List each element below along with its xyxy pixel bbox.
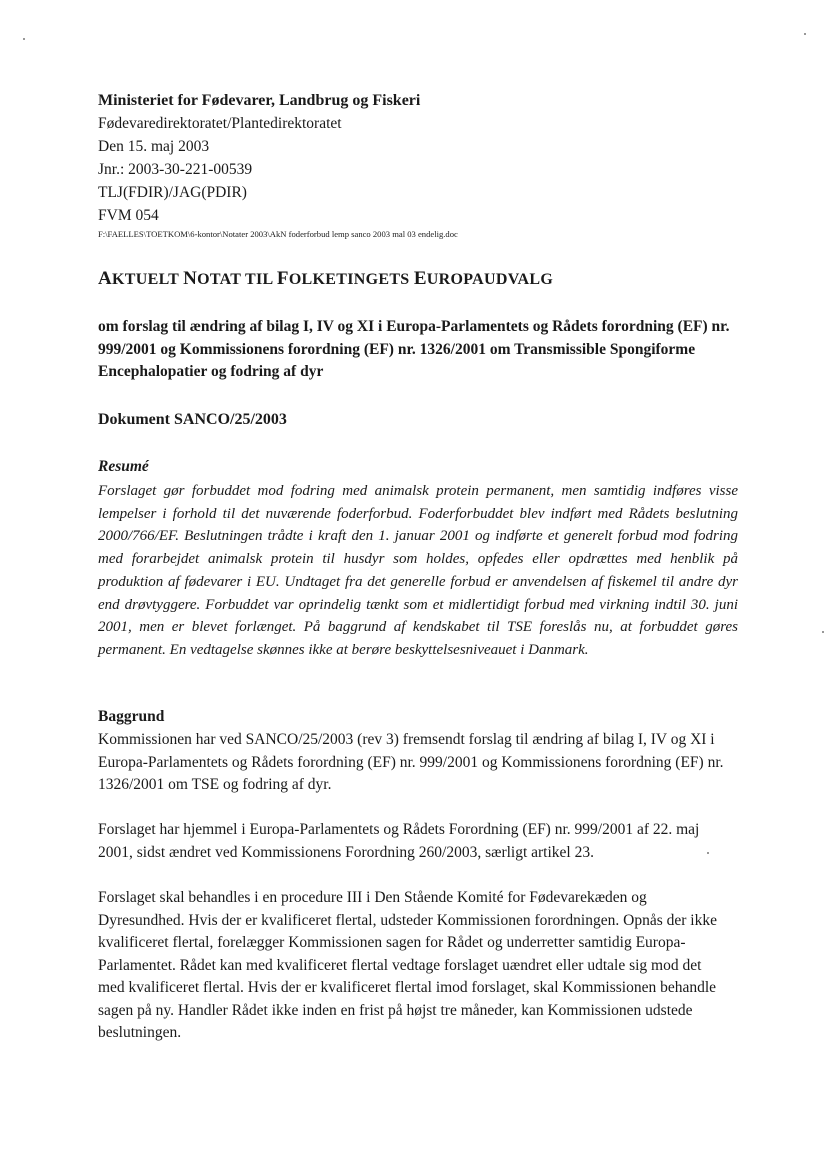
file-path: F:\FAELLES\TOETKOM\6-kontor\Notater 2003\AkN foderforbud lemp sanco 2003 mal 03 endelig.doc	[98, 229, 458, 239]
author-initials: TLJ(FDIR)/JAG(PDIR)	[98, 184, 247, 201]
fvm-number: FVM 054	[98, 207, 159, 224]
directorate-name: Fødevaredirektoratet/Plantedirektoratet	[98, 115, 342, 132]
title-rest-1: KTUELT	[112, 271, 179, 288]
letterhead	[98, 89, 798, 240]
document-title	[98, 268, 798, 290]
title-rest-2: OTAT TIL	[197, 271, 273, 288]
scan-speck	[707, 852, 709, 854]
resume-text: Forslaget gør forbuddet mod fodring med animalsk protein permanent, men samtidig indføres visse lempelser i forhold til det nuværende foderforbud. Foderforbuddet blev indført med Rådets beslutning 2000/766/EF. Beslutningen trådte i kraft den 1. januar 2001 og indførte et generelt forbud mod fodring med forarbejdet animalsk protein til husdyr som holdes, opfedes eller opdrættes med henblik på produktion af fødevarer i EU. Undtaget fra det generelle forbud er anvendelsen af fiskemel til andre dyr end drøvtyggere. Forbuddet var oprindelig tænkt som et midlertidigt forbud med virkning indtil 30. juni 2001, men er blevet forlænget. På baggrund af kendskabet til TSE foreslås nu, at forbuddet gøres permanent. En vedtagelse skønnes ikke at berøre beskyttelsesniveauet i Danmark.	[98, 483, 738, 658]
title-cap-4: E	[413, 268, 427, 289]
title-cap-1: A	[98, 268, 113, 289]
scan-speck	[822, 631, 824, 633]
journal-number: Jnr.: 2003-30-221-00539	[98, 161, 253, 178]
baggrund-paragraph-2: Forslaget har hjemmel i Europa-Parlamentets og Rådets Forordning (EF) nr. 999/2001 af 22. maj 2001, sidst ændret ved Kommissionens Forordning 260/2003, særligt artikel 23.	[98, 821, 700, 861]
ministry-name: Ministeriet for Fødevarer, Landbrug og Fiskeri	[98, 92, 421, 109]
scan-speck	[23, 38, 25, 40]
title-cap-3: F	[276, 268, 289, 289]
baggrund-paragraph-1: Kommissionen har ved SANCO/25/2003 (rev 3) fremsendt forslag til ændring af bilag I, IV og XI i Europa-Parlamentets og Rådets forordning (EF) nr. 999/2001 og Kommissionens forordning (EF) nr. 1326/2001 om TSE og fodring af dyr.	[98, 731, 724, 793]
title-rest-3: OLKETINGETS	[288, 271, 410, 288]
baggrund-paragraph-3: Forslaget skal behandles i en procedure III i Den Stående Komité for Fødevarekæden og Dyresundhed. Hvis der er kvalificeret flertal, udsteder Kommissionen forordningen. Opnås der ikke kvalificeret flertal, forelægger Kommissionen sagen for Rådet og underretter samtidig Europa-Parlamentet. Rådet kan med kvalificeret flertal vedtage forslaget uændret eller udtale sig mod det med kvalificeret flertal. Hvis der er kvalificeret flertal imod forslaget, skal Kommissionen behandle sagen på ny. Handler Rådet ikke inden en frist på højst tre måneder, kan Kommissionen udstede beslutningen.	[98, 889, 717, 1041]
document-reference: Dokument SANCO/25/2003	[98, 411, 287, 428]
resume-heading: Resumé	[98, 458, 149, 475]
title-cap-2: N	[183, 268, 198, 289]
scan-speck	[804, 33, 806, 35]
subject-line: om forslag til ændring af bilag I, IV og XI i Europa-Parlamentets og Rådets forordning (EF) nr. 999/2001 og Kommissionens forordning (EF) nr. 1326/2001 om Transmissible Spongiforme Encephalopatier og fodring af dyr	[98, 318, 730, 380]
title-rest-4: UROPAUDVALG	[426, 271, 554, 288]
baggrund-heading: Baggrund	[98, 708, 165, 725]
document-date: Den 15. maj 2003	[98, 138, 210, 155]
